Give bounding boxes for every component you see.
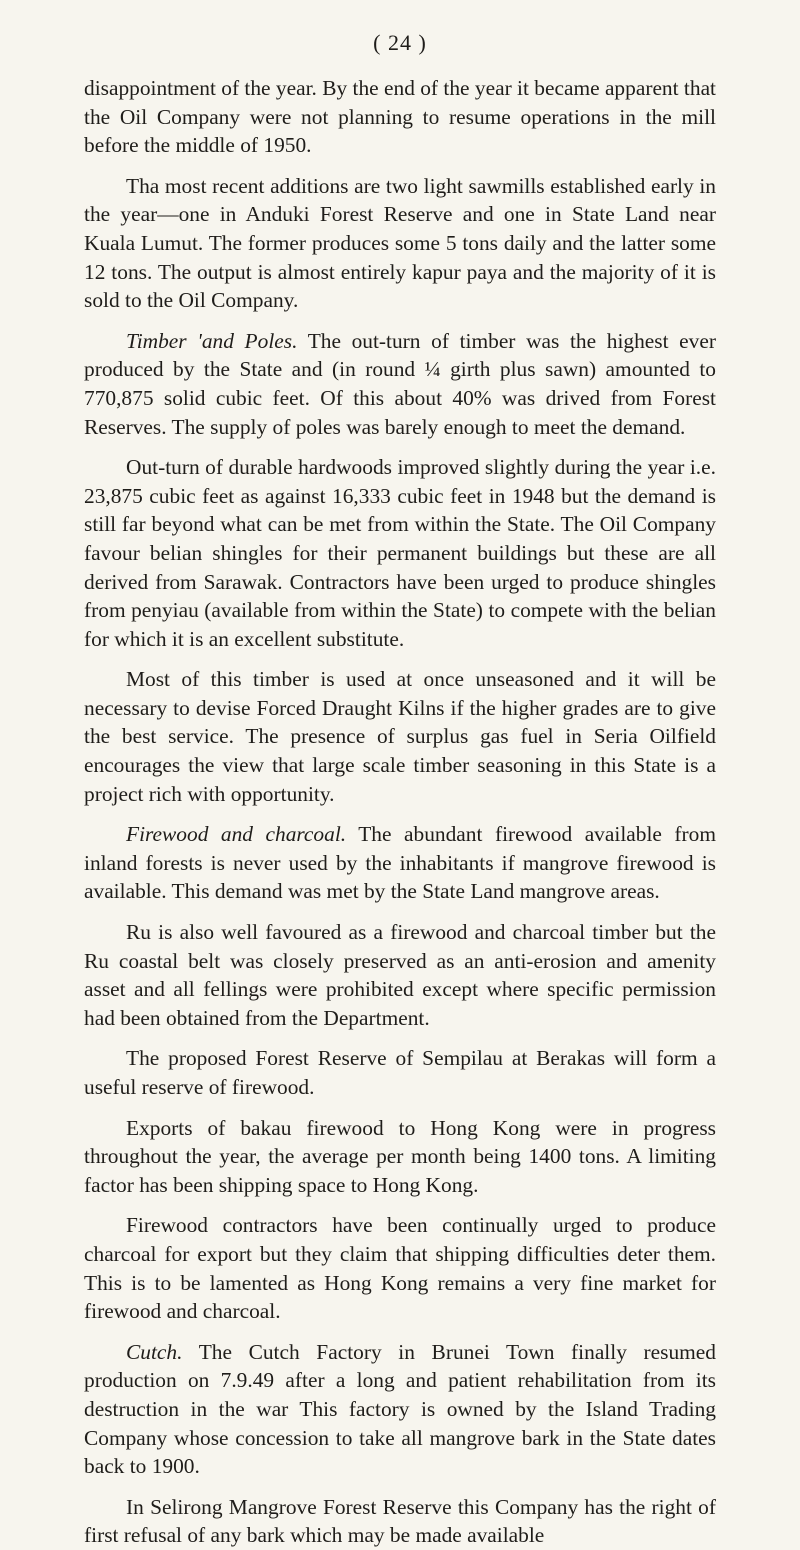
paragraph-timber-and-poles [84,327,716,441]
paragraph-selirong [84,1493,716,1550]
paragraph-text: The abundant firewood available from inland forests is never used by the inhabitants if mangrove firewood is available. This demand was met by the State Land mangrove areas. [84,822,716,904]
paragraph-text: In Selirong Mangrove Forest Reserve this Company has the right of first refusal of any bark which may be made available [84,1494,716,1548]
paragraph-cutch [84,1338,716,1481]
paragraph-text: The out-turn of timber was the highest ever produced by the State and (in round ¼ girth plus sawn) amounted to 770,875 solid cubic feet. Of this about 40% was drived from Forest Reserves. The supply of poles was barely enough to meet the demand. [84,328,716,439]
paragraph-charcoal-export [84,1211,716,1325]
section-lead-cutch: Cutch. [126,1339,183,1364]
paragraph-exports [84,1114,716,1200]
paragraph-text: Firewood contractors have been continually urged to produce charcoal for export but they claim that shipping difficulties deter them. This is to be lamented as Hong Kong remains a very fine market for firewood and charcoal. [84,1213,716,1324]
paragraph-ru-firewood [84,918,716,1032]
section-lead-timber-and-poles: Timber 'and Poles. [126,328,298,353]
paragraph-seasoning [84,665,716,808]
paragraph-hardwoods [84,453,716,653]
paragraph-text: The proposed Forest Reserve of Sempilau at Berakas will form a useful reserve of firewood. [84,1046,716,1099]
paragraph-firewood-and-charcoal [84,820,716,906]
page-number: ( 24 ) [373,30,427,55]
paragraph-text: Exports of bakau firewood to Hong Kong were in progress throughout the year, the average per month being 1400 tons. A limiting factor has been shipping space to Hong Kong. [84,1115,716,1197]
paragraph-sawmills [84,172,716,315]
paragraph-text: disappointment of the year. By the end of the year it became apparent that the Oil Company were not planning to resume operations in the mill before the middle of 1950. [84,76,716,158]
paragraph-text: Ru is also well favoured as a firewood and charcoal timber but the Ru coastal belt was closely preserved as an anti-erosion and amenity asset and all fellings were prohibited except where specific permission had been obtained from the Department. [84,920,716,1030]
section-lead-firewood-and-charcoal: Firewood and charcoal. [126,822,347,847]
paragraph-continuation [84,74,716,160]
paragraph-text: Tha most recent additions are two light sawmills established early in the year—one in Anduki Forest Reserve and one in State Land near Kuala Lumut. The former produces some 5 tons daily and the latter some 12 tons. The output is almost entirely kapur paya and the majority of it is sold to the Oil Company. [84,173,716,313]
document-body [84,74,716,1550]
paragraph-text: Most of this timber is used at once unseasoned and it will be necessary to devise Forced Draught Kilns if the higher grades are to give the best service. The presence of surplus gas fuel in Seria Oilfield encourages the view that large scale timber seasoning in this State is a project rich with opportunity. [84,667,716,806]
paragraph-text: The Cutch Factory in Brunei Town finally resumed production on 7.9.49 after a long and patient rehabilitation from its destruction in the war This factory is owned by the Island Trading Company whose concession to take all mangrove bark in the State dates back to 1900. [84,1339,716,1479]
paragraph-text: Out-turn of durable hardwoods improved slightly during the year i.e. 23,875 cubic feet as against 16,333 cubic feet in 1948 but the demand is still far beyond what can be met from within the State. The Oil Company favour belian shingles for their permanent buildings but these are all derived from Sarawak. Contractors have been urged to produce shingles from penyiau (available from within the State) to compete with the belian for which it is an excellent substitute. [84,455,716,651]
paragraph-sempilau-reserve [84,1044,716,1101]
